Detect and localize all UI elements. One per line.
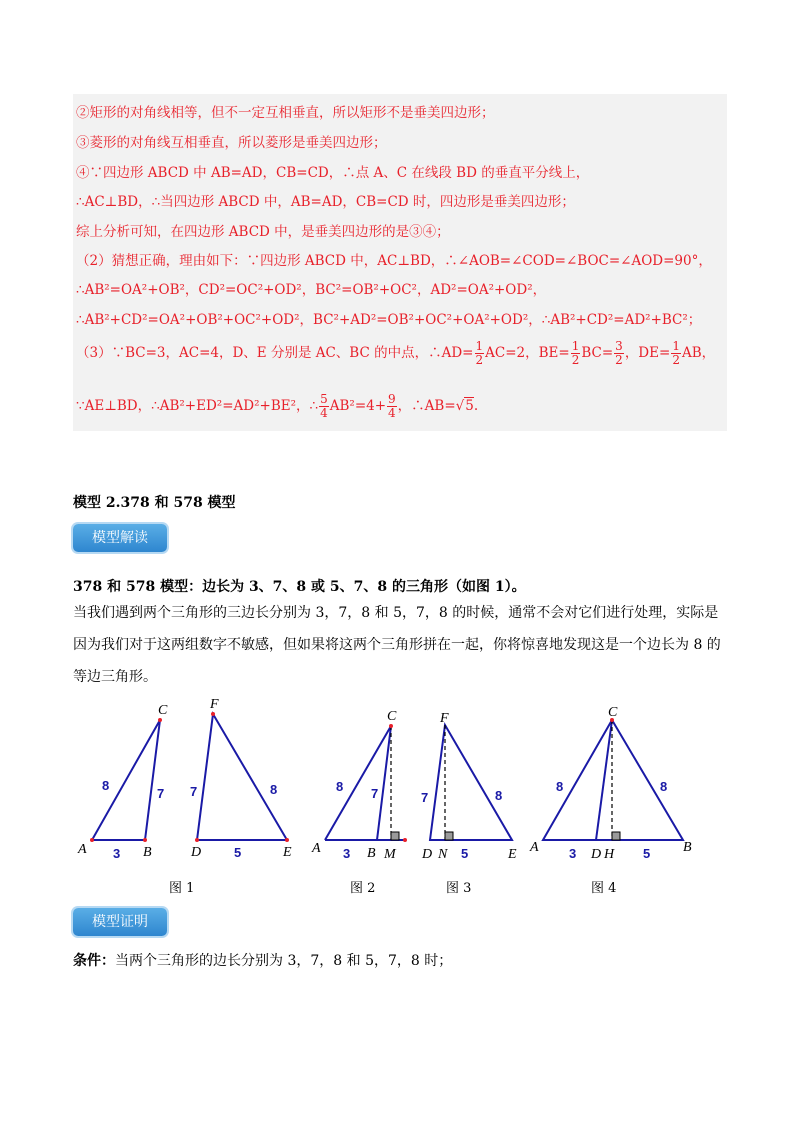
- frac-num: 3: [615, 339, 623, 353]
- sqrt-radicand: 5: [465, 398, 474, 414]
- caption-fig2: 图 2: [350, 881, 376, 896]
- caption-fig1: 图 1: [169, 881, 195, 896]
- length-label: 8: [660, 779, 668, 794]
- frac-num: 9: [388, 392, 396, 406]
- solution-line-8: ∴AB²+CD²=OA²+OB²+OC²+OD²，BC²+AD²=OB²+OC²+OA²+OD²，∴AB²+CD²=AD²+BC²；: [76, 312, 702, 328]
- label-b: B: [367, 846, 376, 861]
- line9-part-b: AC=2，BE=: [485, 345, 570, 361]
- figures-diagram: [0, 690, 800, 870]
- label-h: H: [604, 847, 615, 862]
- label-f: F: [440, 711, 449, 726]
- fig2-side-ac: [325, 726, 391, 840]
- sqrt-sign: √: [455, 398, 465, 414]
- condition-label: 条件：: [73, 953, 115, 969]
- caption-fig4: 图 4: [591, 881, 617, 896]
- label-n: N: [438, 847, 448, 862]
- line10-part-a: ∵AE⊥BD，∴AB²+ED²=AD²+BE²，∴: [76, 398, 319, 414]
- length-label: 5: [234, 845, 242, 860]
- fraction-nine-quarters: [387, 393, 397, 420]
- length-label: 7: [421, 790, 429, 805]
- caption-fig3: 图 3: [446, 881, 472, 896]
- fraction-half: [475, 340, 485, 367]
- label-f: F: [210, 697, 219, 712]
- frac-num: 1: [475, 339, 484, 353]
- solution-line-10: [76, 393, 478, 420]
- length-label: 3: [113, 846, 121, 861]
- model-statement: 378 和 578 模型：边长为 3、7、8 或 5、7、8 的三角形（如图 1）。: [73, 579, 526, 595]
- solution-line-1: ②矩形的对角线相等，但不一定互相垂直，所以矩形不是垂美四边形；: [76, 105, 495, 121]
- fraction-half: [671, 340, 681, 367]
- length-label: 7: [371, 786, 379, 801]
- point-dot: [211, 712, 215, 716]
- length-label: 7: [157, 786, 165, 801]
- fig4-cevian: [596, 720, 612, 840]
- line9-part-c: BC=: [581, 345, 614, 361]
- label-c: C: [387, 709, 397, 724]
- label-c: C: [608, 705, 618, 720]
- triangle-fig3: [430, 725, 512, 840]
- frac-den: 4: [320, 406, 328, 420]
- point-dot: [90, 838, 94, 842]
- solution-line-7: ∴AB²=OA²+OB²，CD²=OC²+OD²，BC²=OB²+OC²，AD²=OA²+OD²，: [76, 282, 547, 298]
- length-label: 3: [569, 846, 577, 861]
- length-label: 5: [461, 846, 469, 861]
- label-m: M: [384, 847, 396, 862]
- solution-line-2: ③菱形的对角线互相垂直，所以菱形是垂美四边形；: [76, 135, 387, 151]
- right-angle-mark: [445, 832, 453, 840]
- length-label: 5: [643, 846, 651, 861]
- label-d: D: [191, 845, 202, 860]
- model-explanation-badge: 模型解读: [73, 524, 167, 552]
- point-dot: [403, 838, 407, 842]
- label-e: E: [283, 845, 292, 860]
- point-dot: [285, 838, 289, 842]
- label-b: B: [683, 840, 692, 855]
- line9-part-e: AB，: [681, 345, 716, 361]
- frac-num: 1: [672, 339, 680, 353]
- frac-den: 2: [571, 353, 580, 367]
- line10-part-c: ，∴AB=: [397, 398, 456, 414]
- label-d: D: [591, 847, 602, 862]
- length-label: 7: [190, 784, 198, 799]
- label-a: A: [312, 841, 321, 856]
- solution-line-6: （2）猜想正确，理由如下：∵四边形 ABCD 中，AC⊥BD，∴∠AOB=∠COD=∠BOC=∠AOD=90°，: [76, 253, 712, 269]
- label-b: B: [143, 845, 152, 860]
- section-title: 模型 2.378 和 578 模型: [73, 495, 236, 511]
- length-label: 3: [343, 846, 351, 861]
- solution-line-5: 综上分析可知，在四边形 ABCD 中，是垂美四边形的是③④；: [76, 224, 450, 240]
- length-label: 8: [336, 779, 344, 794]
- line9-part-a: （3）∵BC=3，AC=4，D、E 分别是 AC、BC 的中点，∴AD=: [76, 345, 474, 361]
- label-d: D: [422, 847, 433, 862]
- fig2-side-bc: [377, 726, 391, 840]
- length-label: 8: [102, 778, 110, 793]
- length-label: 8: [495, 788, 503, 803]
- solution-line-3: ④∵四边形 ABCD 中 AB=AD，CB=CD，∴点 A、C 在线段 BD 的垂直平分线上，: [76, 165, 590, 181]
- label-c: C: [158, 703, 168, 718]
- frac-den: 2: [475, 353, 484, 367]
- fraction-five-quarters: [319, 393, 329, 420]
- frac-den: 4: [388, 406, 396, 420]
- solution-line-4: ∴AC⊥BD，∴当四边形 ABCD 中，AB=AD，CB=CD 时，四边形是垂美四边形；: [76, 194, 575, 210]
- fraction-three-halves: [614, 340, 624, 367]
- line10-part-b: AB²=4+: [329, 398, 387, 414]
- condition-line: [73, 950, 452, 970]
- length-label: 8: [556, 779, 564, 794]
- label-a: A: [530, 840, 539, 855]
- fraction-half: [571, 340, 581, 367]
- triangle-def: [197, 714, 287, 840]
- right-angle-mark: [391, 832, 399, 840]
- frac-num: 1: [571, 339, 580, 353]
- point-dot: [158, 718, 162, 722]
- line10-part-d: .: [473, 398, 479, 414]
- model-proof-badge: 模型证明: [73, 908, 167, 936]
- right-angle-mark: [612, 832, 620, 840]
- frac-num: 5: [320, 392, 328, 406]
- label-a: A: [78, 842, 87, 857]
- length-label: 8: [270, 782, 278, 797]
- solution-line-9: [76, 340, 715, 367]
- point-dot: [195, 838, 199, 842]
- frac-den: 2: [615, 353, 623, 367]
- point-dot: [389, 724, 393, 728]
- line9-part-d: ，DE=: [624, 345, 671, 361]
- point-dot: [143, 838, 147, 842]
- label-e: E: [508, 847, 517, 862]
- condition-text: 当两个三角形的边长分别为 3，7，8 和 5，7，8 时；: [115, 953, 453, 969]
- intro-paragraph: 当我们遇到两个三角形的三边长分别为 3，7，8 和 5，7，8 的时候，通常不会对它们进行处理，实际是因为我们对于这两组数字不敏感，但如果将这两个三角形拼在一起，你将惊喜地发现这是一个边长为 8 的等边三角形。: [73, 605, 721, 685]
- frac-den: 2: [672, 353, 680, 367]
